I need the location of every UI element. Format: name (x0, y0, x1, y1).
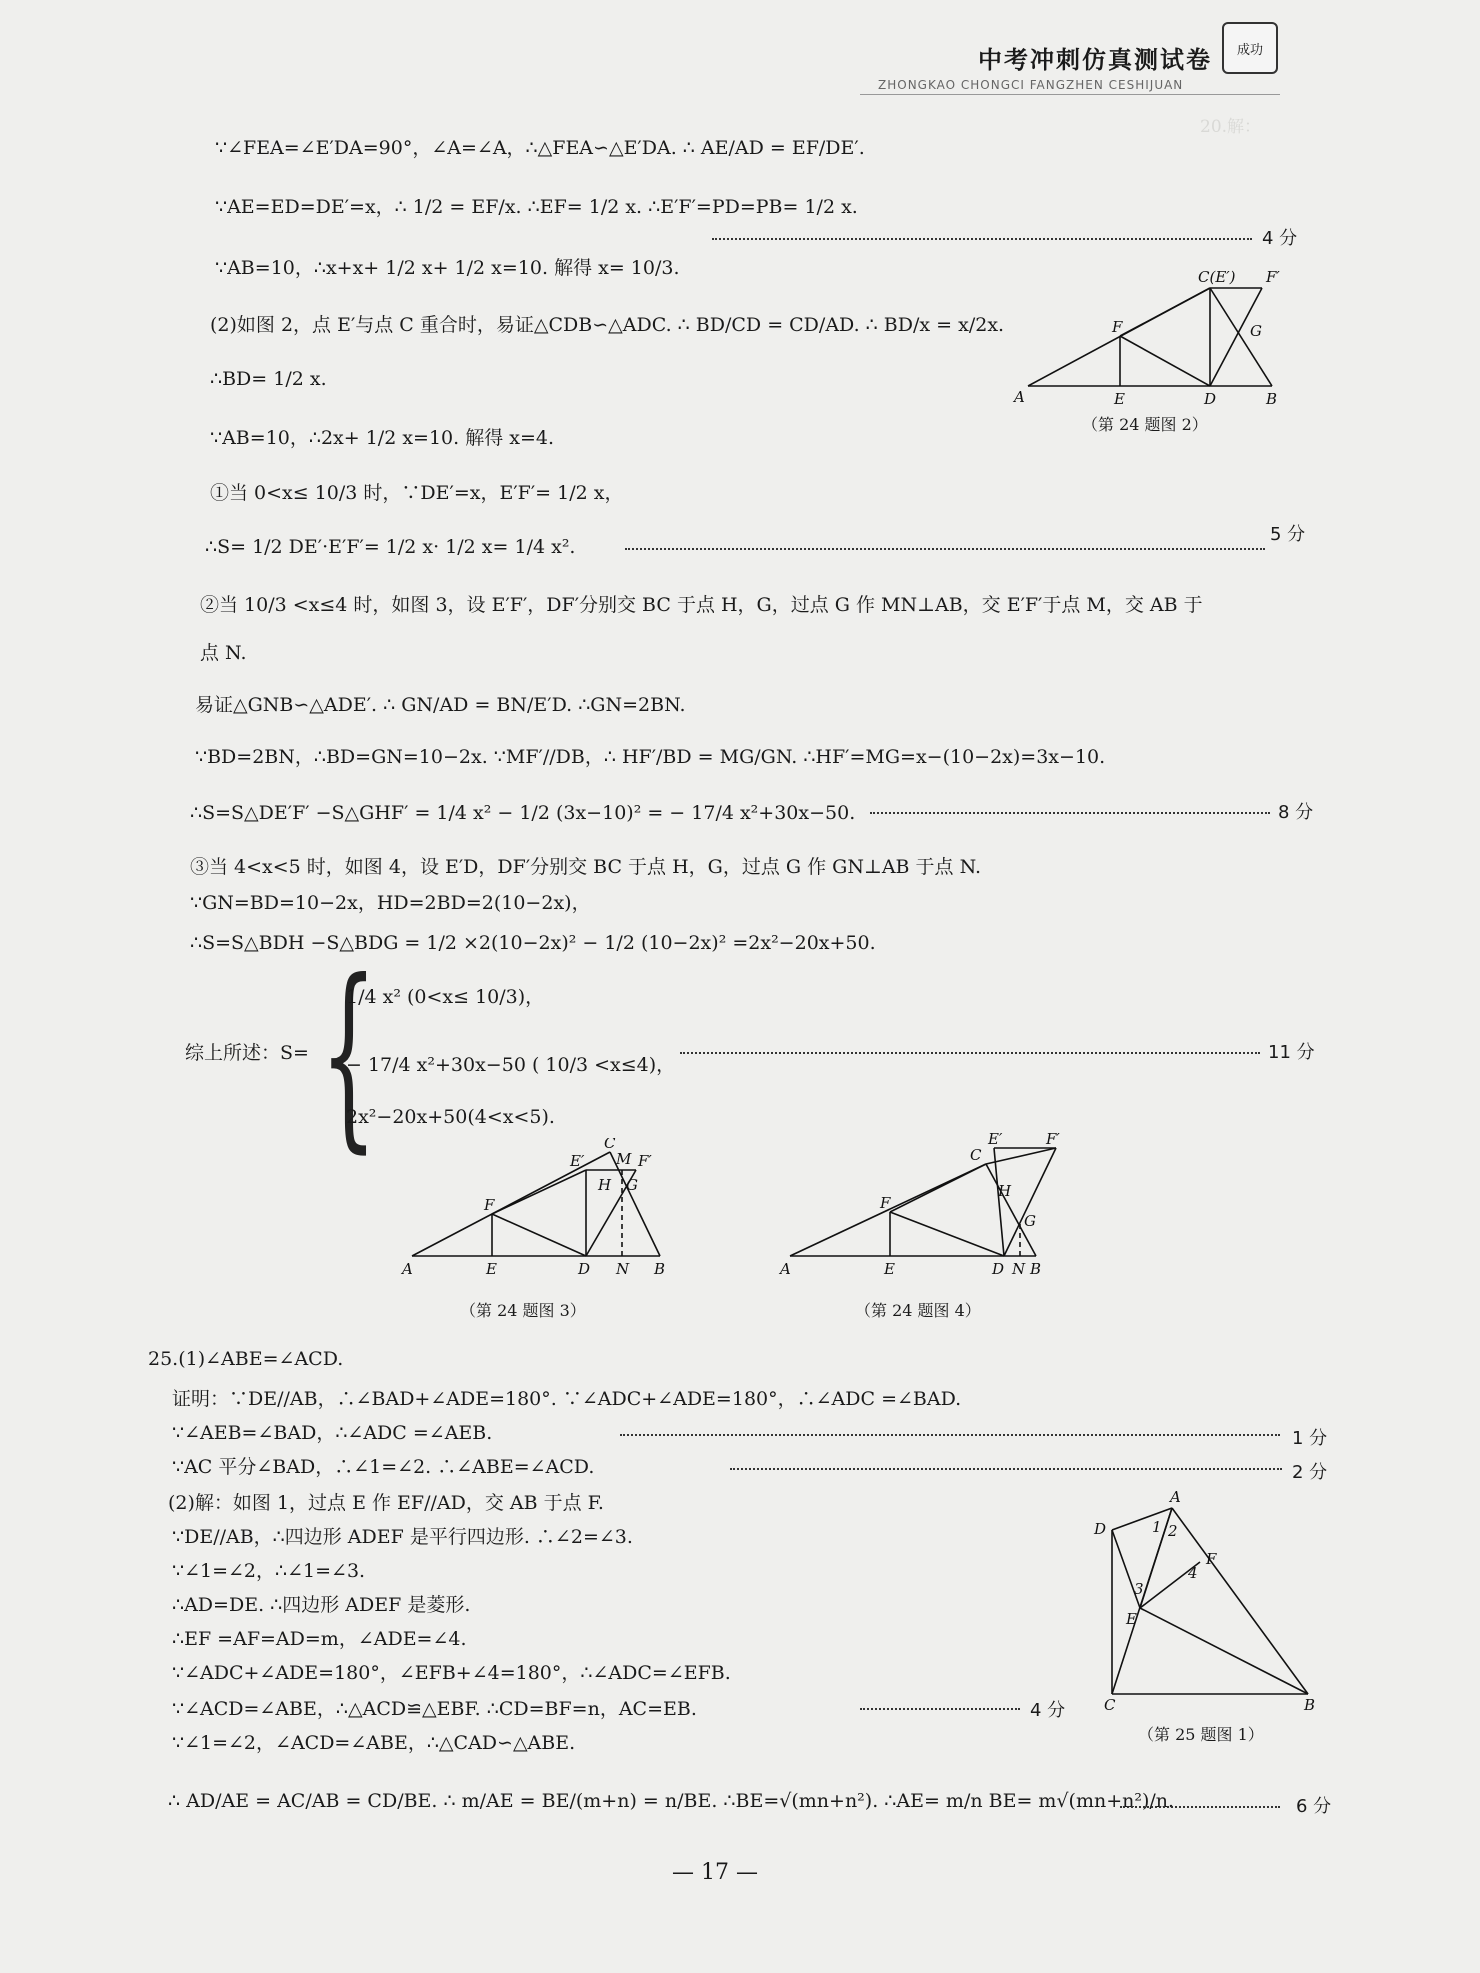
fig25-label: A (1170, 1488, 1181, 1506)
fig3-label: A (402, 1260, 413, 1278)
fig25-label: 2 (1168, 1522, 1178, 1540)
solution-line: ∵AC 平分∠BAD，∴∠1=∠2. ∴∠ABE=∠ACD. (172, 1456, 595, 1478)
dotted-leader (712, 238, 1252, 240)
fig4-label: F′ (1046, 1132, 1060, 1148)
header-subtitle: ZHONGKAO CHONGCI FANGZHEN CESHIJUAN (878, 78, 1184, 92)
figure-caption: （第 24 题图 3） (460, 1301, 586, 1320)
fig3-label: F (484, 1196, 495, 1214)
fig2-label: A (1014, 388, 1025, 406)
fig3-label: D (578, 1260, 591, 1278)
dotted-leader (680, 1052, 1260, 1054)
figure-caption: （第 24 题图 4） (855, 1301, 981, 1320)
solution-line: 证明：∵DE//AB，∴∠BAD+∠ADE=180°. ∵∠ADC+∠ADE=180°，∴∠ADC =∠BAD. (172, 1388, 962, 1410)
score-mark: 8 分 (1278, 802, 1314, 823)
figure-caption: （第 25 题图 1） (1138, 1725, 1264, 1744)
solution-line: ∵∠FEA=∠E′DA=90°，∠A=∠A，∴△FEA∽△E′DA. ∴ AE/AD = EF/DE′. (215, 137, 865, 159)
solution-line: ∵∠AEB=∠BAD，∴∠ADC =∠AEB. (172, 1422, 493, 1444)
publisher-logo: 成功 (1222, 22, 1278, 74)
fig2-label: F′ (1266, 268, 1280, 286)
fig3-label: C (604, 1138, 616, 1152)
figure-caption: （第 24 题图 2） (1082, 415, 1208, 434)
score-mark: 5 分 (1270, 524, 1306, 545)
dotted-leader (625, 548, 1265, 550)
fig2-label: C(E′) (1198, 268, 1236, 286)
fig4-label: H (998, 1182, 1012, 1200)
score-mark: 2 分 (1292, 1462, 1328, 1483)
score-mark: 4 分 (1262, 228, 1298, 249)
bleed-through-text: 20.解： (1200, 117, 1262, 137)
solution-line: ∴AD=DE. ∴四边形 ADEF 是菱形. (172, 1594, 471, 1616)
solution-line: ∴S= 1/2 DE′·E′F′= 1/2 x· 1/2 x= 1/4 x². (205, 536, 576, 558)
score-mark: 1 分 (1292, 1428, 1328, 1449)
solution-line: ∵AB=10，∴x+x+ 1/2 x+ 1/2 x=10. 解得 x= 10/3. (215, 257, 680, 279)
solution-line: ∵∠1=∠2，∠ACD=∠ABE，∴△CAD∽△ABE. (172, 1732, 576, 1754)
fig3-label: B (654, 1260, 666, 1278)
solution-line: ∴ AD/AE = AC/AB = CD/BE. ∴ m/AE = BE/(m+n) = n/BE. ∴BE=√(mn+n²). ∴AE= m/n BE= m√(mn+n²)/n. (168, 1790, 1175, 1812)
fig3-label: E (486, 1260, 497, 1278)
figure-25-1 (1090, 1488, 1320, 1714)
solution-line: ∴EF =AF=AD=m，∠ADE=∠4. (172, 1628, 467, 1650)
fig2-label: G (1250, 322, 1262, 340)
dotted-leader (730, 1468, 1282, 1470)
solution-line: 易证△GNB∽△ADE′. ∴ GN/AD = BN/E′D. ∴GN=2BN. (195, 694, 686, 716)
solution-line: ∵∠ADC+∠ADE=180°，∠EFB+∠4=180°，∴∠ADC=∠EFB. (172, 1662, 731, 1684)
fig25-label: D (1094, 1520, 1107, 1538)
fig25-label: 3 (1134, 1580, 1144, 1598)
solution-line: ∴BD= 1/2 x. (210, 368, 327, 390)
page-number: — 17 — (672, 1860, 758, 1885)
solution-line: ∴S=S△BDH −S△BDG = 1/2 ×2(10−2x)² − 1/2 (10−2x)² =2x²−20x+50. (190, 932, 876, 954)
solution-line: ∵GN=BD=10−2x，HD=2BD=2(10−2x)， (190, 892, 591, 914)
fig25-label: F (1206, 1550, 1217, 1568)
solution-line: ②当 10/3 <x≤4 时，如图 3，设 E′F′，DF′分别交 BC 于点 H，G，过点 G 作 MN⊥AB，交 E′F′于点 M，交 AB 于 (200, 594, 1203, 616)
fig3-label: H (598, 1176, 612, 1194)
fig3-label: E′ (570, 1152, 585, 1170)
fig4-label: E (884, 1260, 895, 1278)
solution-line: (2)解：如图 1，过点 E 作 EF//AD，交 AB 于点 F. (168, 1492, 604, 1514)
solution-line: 点 N. (200, 642, 247, 664)
fig2-label: F (1112, 318, 1123, 336)
dotted-leader (620, 1434, 1280, 1436)
solution-line: ∴S=S△DE′F′ −S△GHF′ = 1/4 x² − 1/2 (3x−10)² = − 17/4 x²+30x−50. (190, 802, 856, 824)
solution-line: ∵∠ACD=∠ABE，∴△ACD≌△EBF. ∴CD=BF=n，AC=EB. (172, 1698, 697, 1720)
score-mark: 4 分 (1030, 1700, 1066, 1721)
solution-line: ∵BD=2BN，∴BD=GN=10−2x. ∵MF′//DB，∴ HF′/BD = MG/GN. ∴HF′=MG=x−(10−2x)=3x−10. (195, 746, 1106, 768)
fig25-label: 1 (1152, 1518, 1162, 1536)
solution-line: ①当 0<x≤ 10/3 时，∵DE′=x，E′F′= 1/2 x， (210, 482, 624, 504)
fig2-label: B (1266, 390, 1278, 408)
header-rule (860, 94, 1280, 95)
solution-line: ∵AE=ED=DE′=x，∴ 1/2 = EF/x. ∴EF= 1/2 x. ∴E′F′=PD=PB= 1/2 x. (215, 196, 858, 218)
solution-line: 25.(1)∠ABE=∠ACD. (148, 1348, 344, 1370)
piecewise-case: 2x²−20x+50(4<x<5). (346, 1106, 555, 1128)
dotted-leader (1120, 1806, 1280, 1808)
figure-24-3 (400, 1138, 670, 1278)
piecewise-case: 1/4 x² (0<x≤ 10/3)， (346, 986, 545, 1008)
fig4-label: E′ (988, 1132, 1003, 1148)
fig2-label: D (1204, 390, 1217, 408)
piecewise-brace: { (320, 938, 378, 1171)
dotted-leader (860, 1708, 1020, 1710)
fig25-label: 4 (1188, 1564, 1198, 1582)
solution-line: (2)如图 2，点 E′与点 C 重合时，易证△CDB∽△ADC. ∴ BD/CD = CD/AD. ∴ BD/x = x/2x. (210, 314, 1005, 336)
piecewise-case: − 17/4 x²+30x−50 ( 10/3 <x≤4)， (346, 1054, 676, 1076)
score-mark: 11 分 (1268, 1042, 1315, 1063)
solution-line: ∵AB=10，∴2x+ 1/2 x=10. 解得 x=4. (210, 427, 555, 449)
dotted-leader (870, 812, 1270, 814)
fig3-label: G (626, 1176, 638, 1194)
fig2-label: E (1114, 390, 1125, 408)
solution-line: ∵∠1=∠2，∴∠1=∠3. (172, 1560, 366, 1582)
figure-24-2 (1010, 268, 1290, 428)
fig4-label: B (1030, 1260, 1042, 1278)
figure-24-4 (778, 1132, 1078, 1278)
fig4-label: C (970, 1146, 982, 1164)
fig3-label: N (616, 1260, 630, 1278)
summary-label: 综上所述：S= (185, 1042, 309, 1064)
fig3-label: F′ (638, 1152, 652, 1170)
fig25-label: C (1104, 1696, 1116, 1714)
fig4-label: A (780, 1260, 791, 1278)
solution-line: ③当 4<x<5 时，如图 4，设 E′D，DF′分别交 BC 于点 H，G，过点 G 作 GN⊥AB 于点 N. (190, 856, 982, 878)
score-mark: 6 分 (1296, 1796, 1332, 1817)
fig4-label: G (1024, 1212, 1036, 1230)
header-title: 中考冲刺仿真测试卷 (978, 45, 1212, 74)
fig4-label: F (880, 1194, 891, 1212)
fig4-label: N (1012, 1260, 1026, 1278)
fig4-label: D (992, 1260, 1005, 1278)
fig3-label: M (616, 1150, 632, 1168)
fig25-label: E (1126, 1610, 1137, 1628)
solution-line: ∵DE//AB，∴四边形 ADEF 是平行四边形. ∴∠2=∠3. (172, 1526, 633, 1548)
fig25-label: B (1304, 1696, 1316, 1714)
